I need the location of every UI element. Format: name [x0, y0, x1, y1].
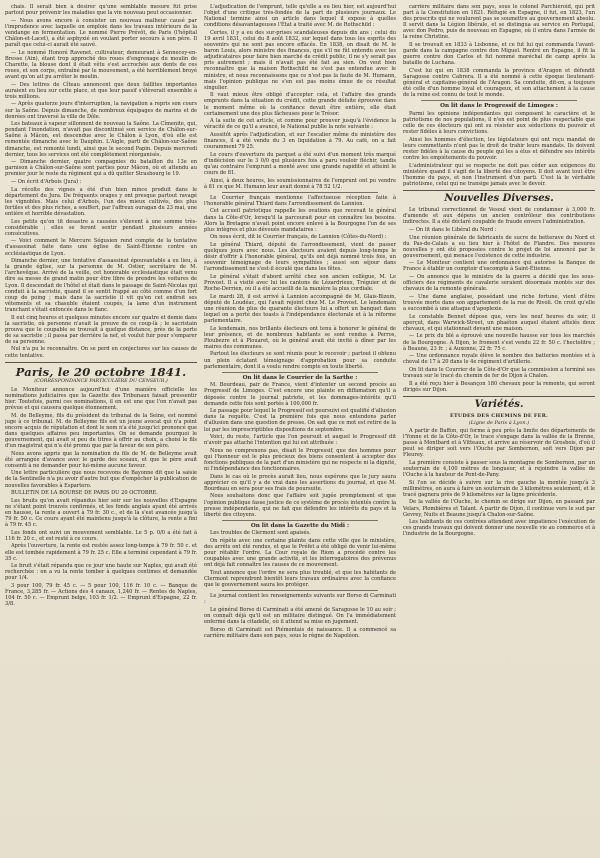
col1-paris — [5, 387, 197, 608]
article-paragraph: Nul n'a pu le reconnaître. On se perd en conjectures sur les causes de cette tentative. — [5, 346, 197, 359]
article-paragraph: Une réunion générale de fabricants de sucre de betterave du Nord et du Pas-de-Calais a eu lieu hier à l'hôtel de Flandre. Des mesures nouvelles y ont été proposées contre le projet de loi annoncé par le gouvernement, qui menace l'existence de cette industrie. — [403, 234, 595, 259]
article-paragraph: Les petits qu'on tit desastre a causées s'élevent à une somme très-considérable ; elles se feront sentir pendant plusieurs années consécutives. — [5, 218, 197, 237]
article-paragraph: On répète avec une certaine plainte dans cette ville que le ministère, des arrêts ont été rendus, et que le Préfet a été obligé de venir lui-même pour rétablir l'ordre. La Cour royale de Riom a procédé contre les coupables avec une grande activité, et les interrogatoires des prévenus ont déjà fait connaître les causes de ce mouvement. — [204, 538, 396, 569]
article-paragraph: Partout les électeurs se sont réunis pour le recevoir ; partout il obtenu un plein éclatant témoignage d'approbation pour sa conduite parlementaire, dont il a voulu rendre compte en toute liberté. — [204, 351, 396, 370]
article-paragraph: On lit dans le Courrier de la Côte-d'Or que la commission a terminé ses travaux sur le tracé du chemin de fer de Dijon à Chalon. — [403, 366, 595, 379]
col2-top — [204, 4, 396, 190]
col2-midi — [204, 530, 396, 588]
article-paragraph: Les fonds ont suivi un mouvement semblable. Le 5 p. 0/0 a été fait à 116 fr. 20 c., et est resté à ce cours. — [5, 529, 197, 542]
article-paragraph: A la suite de cet article, et comme pour prouver jusqu'à l'évidence la véracité de ce qu'il a avancé, le National publie la note suivante : — [204, 118, 396, 131]
article-paragraph: Nous avons appris que la nomination du fils de M. de Belleyme avait été arrangée d'avance avec le garde des sceaux, et que le père avait consenti à ne demander pour lui-même aucune faveur. — [5, 450, 197, 469]
article-paragraph: Le constable Bennet dépose que, vers les neuf heures du soir, il aperçut, dans Warwick-Street, un phaéton auquel étaient attelés deux chevaux, et qui stationnait devant une maison. — [403, 313, 595, 332]
col2-courrier — [204, 208, 396, 369]
article-paragraph: L'administrateur qui se respecte ne doit pas céder aux exigences du ministère quand il s'agit de la liberté des citoyens. Il doit avant tout être l'homme du pays, et non l'instrument d'un parti. C'est là le véritable patriotisme, celui qui ne transige jamais avec le devoir. — [403, 162, 595, 188]
article-paragraph: M. Bourdeau, pair de France, vient d'intenter un second procès au Progressif de Limoges. C'est encore une plainte en diffamation qu'il a déposée contre le journal patriote, et les dommages-intérêts qu'il demande cette fois sont portés à 100,000 fr. — [204, 382, 396, 407]
article-paragraph: Le bruit s'était répandu que ce jour une haute sur Naples, qui avait été recherchée : on a vu la rente tomber à quelques centimes et demandée pour 1/4. — [5, 563, 197, 582]
article-paragraph: 3 pour 100, 79 fr. 45 c. — 5 pour 100, 116 fr. 10 c. — Banque de France, 3,285 fr. — Actions des 4 canaux, 1,240 fr. — Rentes de Naples, 104 fr. 50 c. — Emprunt belge, 103 fr. 1/2. — Emprunt d'Espagne, 22 fr. 3/8. — [5, 582, 197, 608]
columns — [5, 4, 595, 854]
article-paragraph: On nous écrit, dit le Courrier français, de Lannion (Côtes-du-Nord) : — [210, 234, 387, 241]
article-paragraph: Tout annonce que l'ordre ne sera plus troublé, et que les habitants de Clermont reprendront bientôt leurs travaux ordinaires avec la confiance que le gouvernement saura les protéger. — [204, 569, 396, 589]
article-paragraph: Le tribunal correctionnel de Vesoul vient de condamner à 3,000 fr. d'amende et aux dépens un ancien contrôleur des contributions indirectes. Il a été déclaré coupable de fraude envers l'administration. — [403, 207, 595, 226]
varietes-heading: Variétés. — [474, 398, 524, 410]
article-paragraph: Il eut cinq heures et quelques minutes encore sur quatre et demie dans la sacristie, où personne n'avait la preuve de ce coup-là ; le sacristain prouva que le coupable se trouvait à quelque distance, près de la porte de sa sacristie ; il passa par derrière la nef, et voulut fuir pour s'emparer de sa personne. — [5, 314, 197, 345]
article-paragraph: — Une dame anglaise, possédant une riche fortune, vient d'être trouvée morte dans son appartement de la rue de Rivoli. On croit qu'elle a succombé à une attaque d'apoplexie. — [403, 293, 595, 313]
nouvelles-diverses-heading: Nouvelles Diverses. — [444, 193, 554, 205]
col2-sarthe — [204, 382, 396, 517]
article-paragraph: Dans le cas où le procès aurait lieu, nous espérons que le jury saura apprécier ce qu'il y a de vrai dans les assertions du journal, et que M. Bourdeau en sera pour ses frais de poursuite. — [204, 473, 396, 492]
article-paragraph: Le mardi 28, il est arrivé à Lannion accompagné de M. Glais-Bizoin, député de Loudéac, qui l'avait rejoint chez M. Le Provost. Le lendemain une réunion de plus de quarante électeurs lui a offert un banquet dans lequel on a porté des toasts à l'indépendance électorale et à la réforme parlementaire. — [204, 293, 396, 324]
article-paragraph: Dimanche dernier, une tentative d'assassinat épouvantable a eu lieu, à la grande église, sur la personne de M. Ostier, secrétaire de M. l'archevêque. Arrivé de la veille, cet honorable ecclésiastique était venu dire sa messe de grand matin pour être libre de prendre les voitures de Lyon. Il descendait de l'hôtel et était dans le passage de Saint-Nicolas qui conduit à la sacristie, quand il se sentit frappé au côté comme d'un fort coup de poing ; mais dans la sacristie il vit qu'en cet endroit ses vêtements et sa chasuble étaient coupés, la lame d'un instrument tranchant s'était enfoncée dans le flanc. — [5, 258, 197, 313]
article-paragraph: C'est lui qui en 1838 commanda la province d'Aragon et défendit Saragosse contre Cabrera. Il a été nommé à cette époque lieutenant-général et capitaine-général de l'Aragon. Sa conduite, dit-on, a toujours été celle d'un homme loyal et courageux, et son attachement à la cause de la reine est connu de tout le monde. — [403, 67, 595, 99]
col2-bottom — [204, 607, 396, 639]
courrier-intro: Le Courrier français mentionne l'affectueuse réception faite à l'honorable général Thiard dans l'arrondissement de Lannion. — [204, 194, 396, 207]
article-paragraph: Voici, du reste, l'article que l'on poursuit et auquel le Progressif dit n'avoir pas attaché l'intention qui lui est attribuée : — [204, 434, 396, 447]
varietes-line: (Ligne de Paris à Lyon.) — [468, 419, 530, 426]
bottom-intro: Le journal contient les renseignements suivants sur Borso di Carminati : — [204, 593, 396, 606]
article-paragraph: Aussitôt après l'adjudication, et sur l'escalier même du ministère des finances, il a été vendu du 3 en liquidation à 79. Au café, on a fait couramment 79 25. — [204, 131, 396, 151]
article-paragraph: — Des lettres de Cîteau annoncent que deux faillites importantes auraient eu lieu sur cette place, et que leur passif s'élèverait ensemble à trois millions. — [5, 81, 197, 100]
correspondance-subtitle: (CORRESPONDANCE PARTICULIÈRE DU CENSEUR.) — [34, 378, 168, 384]
article-paragraph: Le passage pour lequel le Progressif est poursuivi est qualifié d'allusion dans la requête. C'est la première fois que nous entendons parler d'allusion dans une question de presse. On sait que ce mot est retiré de la loi par les imprescriptibles dispositions de septembre. — [204, 408, 396, 433]
midi-heading: On lit dans la Gazette du Midi : — [250, 522, 350, 529]
article-paragraph: Le lendemain, nos brillants électeurs ont tenu à honorer le général de leur présence, et de nombreux habitants se sont rendus à Perros, Ploubezre et à Plouaret, où le général avait été invité à dîner par les maires des communes. — [204, 325, 396, 350]
article-paragraph: BULLETIN DE LA BOURSE DE PARIS DU 20 OCTOBRE. — [11, 490, 158, 497]
article-paragraph: Les bateaux à vapeur sillonnent de nouveau la Saône. La Cîmenite, qui, pendant l'inondation, n'avait pas discontinué son service de Châlon-sur-Saône à Mâcon, est descendue avec le Châlon à Lyon, d'où elle est remontée dimanche avec le Dauphin. L'Aigle, parti de Châlon-sur-Saône dimanche, est remonté lundi, ainsi que le second Papin. Depuis mercredi dernier, tous les services ont été complètement réorganisés. — [5, 121, 197, 158]
article-paragraph: Le général Borso di Carminati a été amené de Saragosse le 10 au soir ; on connaît déjà qu'il est un militaire distingué. On l'a immédiatement enfermé dans la citadelle, où il attend sa mise en jugement. — [204, 606, 396, 626]
article-paragraph: chaîs. Il serait bien à désirer qu'une semblable mesure fût prise partout pour prévenir les maladies que la vin nouveau peut occasionner. — [5, 4, 197, 17]
divider — [403, 396, 595, 397]
col1-top — [5, 4, 197, 359]
article-paragraph: Le Moniteur annonce aujourd'hui d'une manière officielle les nominations judiciaires que la Gazette des Tribunaux faisait pressentir hier. Toutefois, parmi ces nominations, il en est une que l'on n'avait pas prévue et qui causera quelque étonnement. — [5, 386, 197, 411]
col3-divers — [403, 207, 595, 393]
article-paragraph: De la vallée de l'Ouche, le chemin se dirige sur Dijon, en passant par Velars, Plombières et Talant. A partir de Dijon, il continue vers le sud par Gevrey, Nuits et Beaune jusqu'à Chalon-sur-Saône. — [403, 499, 595, 518]
varietes-subtitle: ÉTUDES DES CHEMINS DE FER. — [449, 412, 549, 419]
article-paragraph: Il se trouvait en 1833 à Lisbonne, et ce fut lui qui commanda l'avant-garde dans la campagne contre don Miguel. Rentré en Espagne, il fit la guerre contre don Carlos et fut nommé maréchal de camp après la bataille de Luchana. — [403, 42, 595, 67]
col3-progressif — [403, 111, 595, 187]
article-paragraph: Après l'ouverture, la rente est restée assez long-temps à 79 fr. 50 c. et elle est tombée rapidement à 79 fr. 25 c. Elle a terminé cependant à 79 fr. 35 c. — [5, 543, 197, 562]
progressif-heading: On lit dans le Progressif de Limoges : — [440, 103, 558, 110]
article-paragraph: Nous ne comprenons pas, disait le Progressif, que des hommes pour qui l'honneur est le plus précieux des biens consentent à accepter des fonctions publiques de la part d'un ministère qui ne respecte ni la dignité, ni l'indépendance des fonctionnaires. — [204, 447, 396, 473]
article-paragraph: Le général Thiard, député de l'arrondissement, vient de passer quelques jours avec nous. Les électeurs avaient depuis long-temps le désir d'offrir à l'honorable général, qu'ils ont déjà nommé trois fois, un souvenir témoignage de leurs sympathies ; aussi son séjour dans l'arrondissement ne s'est-il écoulé que dans les fêtes. — [204, 241, 396, 273]
article-paragraph: Le cours d'ouverture du parquet a été suivi d'un moment très marqué d'indécision sur le 3 0/0 qui plusieurs fois a paru vouloir fléchir, tandis qu'au contraire l'emprunt a monté avec une grande rapidité et atteint le cours de 81. — [204, 151, 396, 176]
column-2 — [204, 4, 396, 854]
article-paragraph: Il a été reçu hier à Besançon 180 chevaux pour la remonte, qui seront dirigés sur Dijon. — [403, 380, 595, 393]
article-paragraph: A partir de Baffon, qui forme à peu près la limite des départements de l'Yonne et de la Côte-d'Or, le tracé s'engage dans la vallée de la Brenne, passe à Montbard et à Vitteaux, et arrive au réservoir de Grosbois, d'où il peut se diriger soit vers l'Ouche par Sombernon, soit vers Dijon par Fleurey. — [403, 427, 595, 459]
article-paragraph: L'adjudication de l'emprunt, telle qu'elle a eu lieu hier, est aujourd'hui l'objet d'une critique très-fondée de la part de plusieurs journaux. Le National termine ainsi un article dans lequel il expose à quelles conditions désavantageuses l'État a traité avec M. de Rothschild : — [204, 4, 396, 29]
article-paragraph: — Le prix du blé a éprouvé une nouvelle hausse sur tous les marchés de la Bourgogne. A Dijon, le froment s'est vendu 22 fr. 50 c. l'hectolitre ; à Beaune, 23 fr. ; à Auxonne, 22 fr. 75 c. — [403, 333, 595, 352]
divider — [222, 192, 378, 193]
article-paragraph: M. de Belleyme, fils du président du tribunal de la Seine, est nommé juge à ce tribunal. M. de Belleyme fils est un jeune avocat qui n'a point encore acquis de réputation et dont le nom n'a été jusqu'ici prononcé que dans quelques affaires peu importantes. On se demande pourquoi le gouvernement, qui avait si peu de titres à offrir au choix, a choisi le fils d'un magistrat qui n'a été promu que par la faveur de son père. — [5, 412, 197, 449]
article-paragraph: Ainsi, à deux heures, les soumissionnaires de l'emprunt ont pu vendre à 81 ce que M. Humann leur avait donné à 78 52 1/2. — [204, 177, 396, 190]
article-paragraph: Les bruits qu'on avait répandus hier soir sur les nouvelles d'Espagne ne s'étant point trouvés confirmés, et les fonds anglais ayant été arrivés en hausse, la rente a ouvert à 79 fr. 30 c., et de là s'est avancée jusqu'à 79 fr. 50 c. Ce cours ayant été maintenu jusqu'à la clôture, la rente a fini à 79 fr. 45 c. — [5, 497, 197, 529]
col3-varietes — [403, 428, 595, 538]
article-paragraph: — Dimanche dernier, quatre compagnies du bataillon du 13e en garnison à Châlon-sur-Saône sont parties pour Mâcon, où et attendu au premier jour le reste du régiment qui a dû quitter Strasbourg le 19. — [5, 159, 197, 178]
article-paragraph: carrière militaire dans son pays, sous le colonel Parchiéroid, qui prit part à la Constitution en 1821. Réfugié en Espagne, il fut, en 1823, l'un des proscrits qui ne voulurent pas se soumettre au gouvernement absolu. Il servit dans la Légion libérale, et se distingua au service en Portugal, avec don Pedro, puis de nouveau en Espagne, où il entra dans l'armée de la reine Christine. — [403, 4, 595, 41]
article-paragraph: Certes, il y a eu des sur-prises scandaleuses depuis dix ans ; celui du 19 avril 1831, celui du 8 août 1832, sur lequel dans tous les esprits des souvenirs qui ne sont pas encore effacés. En 1838, on disait de M. le baron Louis, alors ministre des finances, que s'il ne fût entendu avec les adjudicataires pour faire bien marché de crédit public, il ne s'y serait pas pris autrement ; mais il n'avait pas été fait au sien. On veut bien reconnaître que la maison Rothschild ne s'est pas entendue avec le ministre, et nous reconnaissons que ce n'est pas la faute de M. Humann, mais l'opinion publique ne s'en est pas moins émue de ce résultat singulier. — [204, 29, 396, 91]
divider — [421, 100, 577, 101]
article-paragraph: — Une ordonnance royale élève le nombre des batteries montées et à cheval de 17 à 20 dans le 4e régiment d'artillerie. — [403, 353, 595, 366]
article-paragraph: — On écrit d'Arbois (Jura) : — [11, 179, 82, 186]
article-paragraph: Les habitants de ces contrées attendent avec impatience l'exécution de ces grands travaux qui doivent donner une nouvelle vie au commerce et à l'industrie de la Bourgogne. — [403, 519, 595, 538]
article-paragraph: — Voici comment le Mercure Ségusien rend compte de la tentative d'assassinat faite dans une église de Saint-Étienne contre un ecclésiastique de Lyon. — [5, 238, 197, 257]
paris-dateline: Paris, le 20 octobre 1841. — [15, 364, 187, 379]
sarthe-heading: On lit dans le Courrier de la Sarthe : — [242, 374, 358, 381]
article-paragraph: Parmi les opinions indépendantes qui composent le caractère et le patriotisme de nos populations, il n'en est point de plus respectable que celle de ces électeurs qui ont su résister aux séductions du pouvoir et rester fidèles à leurs convictions. — [403, 111, 595, 136]
article-paragraph: — Le Moniteur contient une ordonnance qui autorise la Banque de France à établir un comptoir d'escompte à Saint-Étienne. — [403, 260, 595, 273]
article-paragraph: Si l'on se décide à suivre sur la rive gauche la montée jusqu'à 3 millimètres, on aura à faire un souterrain de 3 kilomètres seulement, et le tracé gagnera près de 9 kilomètres sur la ligne précédente. — [403, 479, 595, 498]
divider — [222, 372, 378, 373]
article-paragraph: — Le nommé Honoré Ravenet, cultivateur, demeurant à Sennecey-en-Bresse (Ain), étant trop approché des roues d'engrenage du moulin de Charette, la blouse dont il était vêtu s'est accrochée aux dents de ces roues, et son corps, entraîné par le mouvement, a été horriblement broyé avant qu'on ait pu arrêter le moulin. — [5, 49, 197, 81]
article-paragraph: La première consiste à passer sous la montagne de Sombernon, par un souterrain de 4,100 mètres de longueur, et à rejoindre la vallée de l'Ouche à la hauteur de Pont-de-Pany. — [403, 459, 595, 479]
article-paragraph: — On annonce que le ministre de la guerre a décidé que les sous-officiers des régiments de cavalerie seraient désormais montés sur des chevaux de la remonte générale. — [403, 274, 595, 293]
article-paragraph: Le général s'était d'abord arrêté chez son ancien collègue, M. Le Provost. Il a visité avec lui les cantons de Lézardrieux, Tréguier et de Roche-Derrien, où il a été accueilli de la manière la plus cordiale. — [204, 273, 396, 293]
article-paragraph: Cet accueil patriotique rappelle les ovations que recevait le général dans la Côte-d'Or, lorsqu'il la parcourait pour en connaître les besoins. Alors la Bretagne n'avait point encore enlevé à la Bourgogne l'un de ses plus intègres et plus dévoués mandataires : — [204, 208, 396, 233]
article-paragraph: Une lettre particulière que nous recevons de Bayonne dit que la saisie de la Sentinelle n'a pu avoir d'autre but que d'empêcher la publication de nouvelles favorables à Espartero. — [5, 470, 197, 489]
divider — [5, 362, 197, 363]
divider — [222, 520, 378, 521]
article-paragraph: Borso di Carminati est Piémontais de naissance. Il a commencé sa carrière militaire dans son pays, sous le règne de Napoléon. — [204, 626, 396, 639]
column-3 — [403, 4, 595, 854]
article-paragraph: Ainsi les hommes d'élection, les législateurs qui ont reçu mandat de leurs commettants n'ont pas le droit de trahir leurs mandats. Ils doivent rester fidèles à la cause du peuple qui les a élus et défendre ses intérêts contre les empiétements du pouvoir. — [403, 136, 595, 162]
article-paragraph: Les troubles de Clermont sont apaisés. — [210, 530, 311, 537]
column-1 — [5, 4, 197, 854]
divider — [403, 190, 595, 191]
article-paragraph: Il vaut mieux être obligé d'accepter cela, et l'affaire des grands emprunts dans la situation du crédit, cette grande défaite éprouvée dans le moment même où la confiance devait être entière, elle était certainement une des plus fâcheuses pour le Trésor. — [204, 92, 396, 117]
article-paragraph: Nous souhaitons donc que l'affaire soit jugée promptement et que l'opinion publique fasse justice de ce système de procès intentés contre la presse indépendante, qui ne fait que défendre les intérêts du pays et la liberté des citoyens. — [204, 493, 396, 518]
divider — [222, 590, 378, 591]
article-paragraph: La récolte des vignes a été d'un bien mince produit dans le département du Jura. De fréquents orages y ont presque partout ravagé les vignobles. Mais celui d'Arbois, l'un des mieux cultivés, des plus fertiles et des plus riches, a souffert, par l'affreux ouragan du 23 mai, une entière et horrible dévastation. — [5, 186, 197, 217]
article-paragraph: — Après quatorze jours d'interruption, la navigation a repris son cours sur la Saône. Depuis dimanche, de nombreux équipages de marins et de denrées ont traversé la ville de Dôle. — [5, 101, 197, 120]
article-paragraph: — Nous avons encore à consister un nouveau malheur causé par l'imprudence avec laquelle on emploie dans les travaux intérieurs de la vendange en fermentation. Le nommé Pierre Prévôt, de Paris (l'hôpital Châlon-et-Lacet), a été asphyxié en voulant porter secours à son père. Il paraît que celui-ci aurait été sauvé. — [5, 17, 197, 49]
col3-top — [403, 4, 595, 98]
article-paragraph: — On lit dans le Libéral du Nord : — [409, 226, 497, 233]
